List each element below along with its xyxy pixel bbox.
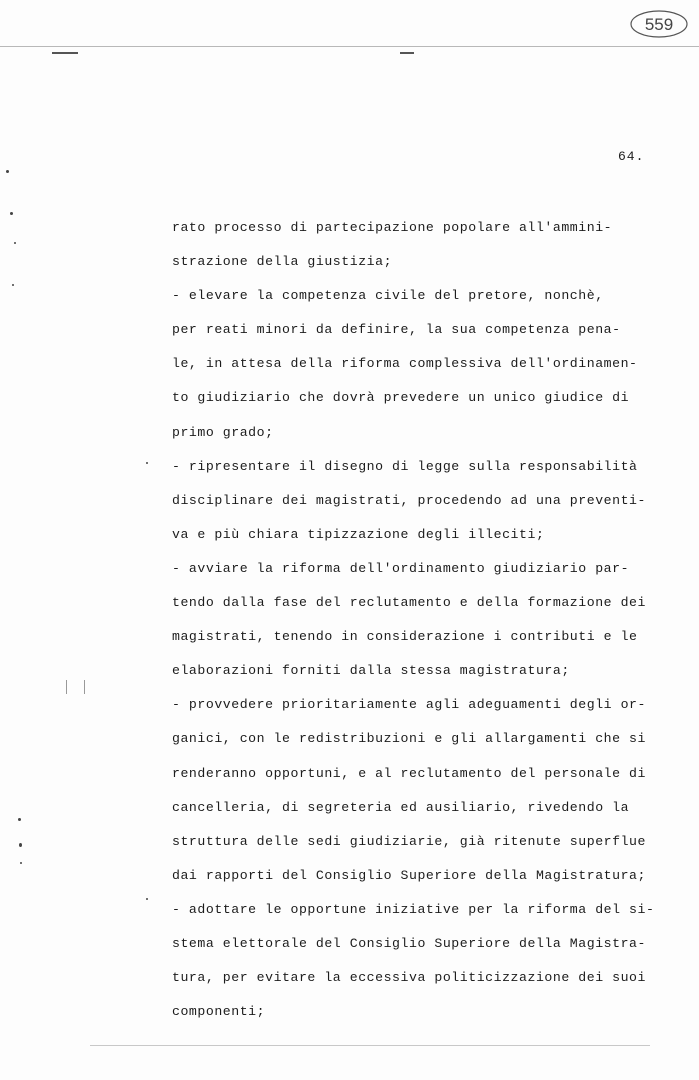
text-line: stema elettorale del Consiglio Superiore della Magistra- <box>172 935 646 951</box>
scan-speck <box>19 843 22 847</box>
scan-speck <box>146 462 148 464</box>
text-line: tendo dalla fase del reclutamento e della formazione dei <box>172 595 646 611</box>
scan-speck <box>14 242 16 244</box>
text-line: ganici, con le redistribuzioni e gli allargamenti che si <box>172 731 646 747</box>
top-border-mark <box>400 52 414 54</box>
scan-speck <box>18 818 21 821</box>
top-border-mark <box>52 52 78 54</box>
text-line: magistrati, tenendo in considerazione i contributi e le <box>172 629 638 645</box>
margin-mark <box>66 680 67 694</box>
text-line: per reati minori da definire, la sua competenza pena- <box>172 322 621 338</box>
text-line: dai rapporti del Consiglio Superiore della Magistratura; <box>172 867 646 883</box>
text-line: - avviare la riforma dell'ordinamento giudiziario par- <box>172 560 630 576</box>
top-border-line <box>0 46 699 47</box>
text-line: strazione della giustizia; <box>172 254 393 270</box>
archive-stamp <box>629 8 689 40</box>
text-line: - adottare le opportune iniziative per la riforma del si- <box>172 901 655 917</box>
scan-speck <box>10 212 13 215</box>
text-line: primo grado; <box>172 424 274 440</box>
text-line: disciplinare dei magistrati, procedendo ad una preventi- <box>172 492 646 508</box>
archive-stamp-number: 559 <box>644 15 674 34</box>
text-line: tura, per evitare la eccessiva politicizzazione dei suoi <box>172 970 646 986</box>
scan-speck <box>6 170 9 173</box>
text-line: cancelleria, di segreteria ed ausiliario, rivedendo la <box>172 799 630 815</box>
text-line: - provvedere prioritariamente agli adeguamenti degli or- <box>172 697 646 713</box>
scan-speck <box>146 898 148 900</box>
text-line: - ripresentare il disegno di legge sulla responsabilità <box>172 458 638 474</box>
text-line: - elevare la competenza civile del pretore, nonchè, <box>172 288 604 304</box>
text-line: elaborazioni forniti dalla stessa magistratura; <box>172 663 570 679</box>
scan-speck <box>12 284 14 286</box>
page-number: 64. <box>618 149 645 164</box>
bottom-border-line <box>90 1045 650 1046</box>
body-text <box>172 211 668 1029</box>
margin-mark <box>84 680 85 694</box>
text-line: va e più chiara tipizzazione degli illeciti; <box>172 526 545 542</box>
text-line: struttura delle sedi giudiziarie, già ritenute superflue <box>172 833 646 849</box>
text-line: renderanno opportuni, e al reclutamento del personale di <box>172 765 646 781</box>
text-line: le, in attesa della riforma complessiva dell'ordinamen- <box>172 356 638 372</box>
scan-speck <box>20 862 22 864</box>
text-line: rato processo di partecipazione popolare all'ammini- <box>172 220 613 235</box>
text-line: componenti; <box>172 1004 266 1020</box>
text-line: to giudiziario che dovrà prevedere un unico giudice di <box>172 390 630 406</box>
